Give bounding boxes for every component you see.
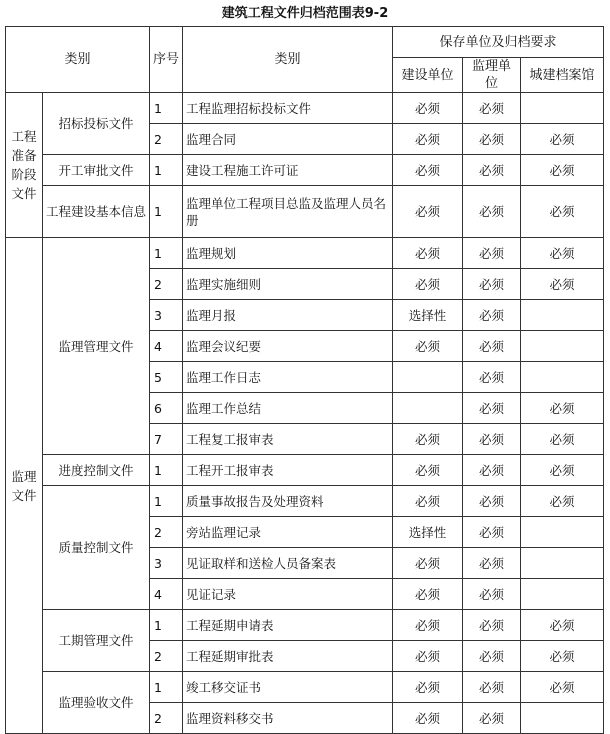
cell-jianshe: 必须 [393, 186, 463, 238]
cell-chengjian: 必须 [521, 269, 604, 300]
cell-jianli: 必须 [463, 703, 521, 734]
cell-number: 2 [150, 269, 183, 300]
header-col-jianli: 监理单位 [463, 58, 521, 93]
cell-jianshe: 必须 [393, 331, 463, 362]
cell-item: 竣工移交证书 [183, 672, 393, 703]
table-row [6, 238, 604, 269]
cell-item: 见证取样和送检人员备案表 [183, 548, 393, 579]
cell-number: 6 [150, 393, 183, 424]
cell-jianli: 必须 [463, 362, 521, 393]
cell-chengjian [521, 300, 604, 331]
header-subcategory: 类别 [183, 27, 393, 93]
cell-chengjian: 必须 [521, 155, 604, 186]
cell-number: 4 [150, 331, 183, 362]
cell-jianshe: 必须 [393, 548, 463, 579]
cell-number: 1 [150, 238, 183, 269]
cell-item: 监理资料移交书 [183, 703, 393, 734]
cell-jianshe: 必须 [393, 610, 463, 641]
header-row-1 [6, 27, 604, 58]
group-label: 监理管理文件 [43, 238, 150, 455]
cell-jianli: 必须 [463, 93, 521, 124]
cell-number: 7 [150, 424, 183, 455]
cell-item: 监理月报 [183, 300, 393, 331]
cell-jianli: 必须 [463, 672, 521, 703]
cell-number: 1 [150, 186, 183, 238]
cell-jianshe: 必须 [393, 641, 463, 672]
group-label: 质量控制文件 [43, 486, 150, 610]
page-title: 建筑工程文件归档范围表9-2 [221, 6, 389, 21]
cell-item: 见证记录 [183, 579, 393, 610]
cell-jianli: 必须 [463, 641, 521, 672]
cell-chengjian: 必须 [521, 424, 604, 455]
cell-number: 4 [150, 579, 183, 610]
cell-chengjian [521, 362, 604, 393]
group-label: 工程建设基本信息 [43, 186, 150, 238]
cell-item: 监理会议纪要 [183, 331, 393, 362]
header-col-chengjian: 城建档案馆 [521, 58, 604, 93]
group-label: 监理验收文件 [43, 672, 150, 734]
cell-number: 5 [150, 362, 183, 393]
cell-number: 1 [150, 93, 183, 124]
cell-jianshe: 必须 [393, 124, 463, 155]
table-row [6, 610, 604, 641]
cell-chengjian [521, 331, 604, 362]
cell-chengjian: 必须 [521, 186, 604, 238]
cell-jianshe: 必须 [393, 238, 463, 269]
cell-jianshe: 必须 [393, 486, 463, 517]
table-row [6, 455, 604, 486]
cell-jianshe: 必须 [393, 155, 463, 186]
cell-chengjian [521, 517, 604, 548]
cell-number: 1 [150, 610, 183, 641]
cell-item: 旁站监理记录 [183, 517, 393, 548]
archive-scope-table [5, 26, 604, 734]
cell-item: 质量事故报告及处理资料 [183, 486, 393, 517]
cell-item: 监理工作总结 [183, 393, 393, 424]
header-col-jianshe: 建设单位 [393, 58, 463, 93]
group-label: 进度控制文件 [43, 455, 150, 486]
cell-number: 2 [150, 641, 183, 672]
cell-chengjian: 必须 [521, 641, 604, 672]
cell-chengjian: 必须 [521, 124, 604, 155]
header-number: 序号 [150, 27, 183, 93]
cell-number: 2 [150, 124, 183, 155]
cell-item: 工程延期申请表 [183, 610, 393, 641]
cell-jianshe: 必须 [393, 269, 463, 300]
cell-jianli: 必须 [463, 155, 521, 186]
cell-jianshe: 必须 [393, 455, 463, 486]
group-label: 工期管理文件 [43, 610, 150, 672]
cell-jianli: 必须 [463, 486, 521, 517]
cell-jianshe [393, 393, 463, 424]
cell-number: 1 [150, 672, 183, 703]
section-label [6, 93, 43, 238]
table-row [6, 186, 604, 238]
cell-number: 3 [150, 548, 183, 579]
cell-chengjian: 必须 [521, 610, 604, 641]
cell-number: 2 [150, 703, 183, 734]
cell-jianli: 必须 [463, 186, 521, 238]
header-category: 类别 [6, 27, 150, 93]
cell-chengjian [521, 579, 604, 610]
cell-jianshe: 必须 [393, 672, 463, 703]
cell-item: 工程开工报审表 [183, 455, 393, 486]
cell-jianli: 必须 [463, 269, 521, 300]
cell-chengjian [521, 548, 604, 579]
cell-number: 1 [150, 155, 183, 186]
cell-item: 建设工程施工许可证 [183, 155, 393, 186]
section-label-text: 工程准备阶段文件 [11, 129, 37, 201]
cell-item: 工程复工报审表 [183, 424, 393, 455]
cell-jianshe [393, 362, 463, 393]
header-requirement-group: 保存单位及归档要求 [393, 27, 604, 58]
section-label-text: 监理文件 [11, 468, 37, 503]
cell-jianshe: 必须 [393, 424, 463, 455]
cell-jianshe: 选择性 [393, 517, 463, 548]
cell-chengjian [521, 93, 604, 124]
table-row [6, 155, 604, 186]
cell-jianli: 必须 [463, 393, 521, 424]
cell-item: 监理合同 [183, 124, 393, 155]
table-row [6, 93, 604, 124]
table-row [6, 672, 604, 703]
section-label [6, 238, 43, 734]
cell-number: 1 [150, 455, 183, 486]
cell-chengjian: 必须 [521, 672, 604, 703]
cell-jianli: 必须 [463, 455, 521, 486]
cell-item: 监理规划 [183, 238, 393, 269]
cell-item: 监理单位工程项目总监及监理人员名册 [183, 186, 393, 238]
group-label: 开工审批文件 [43, 155, 150, 186]
cell-item: 工程监理招标投标文件 [183, 93, 393, 124]
group-label: 招标投标文件 [43, 93, 150, 155]
table-body [6, 93, 604, 734]
cell-jianli: 必须 [463, 579, 521, 610]
cell-item: 监理工作日志 [183, 362, 393, 393]
cell-jianli: 必须 [463, 424, 521, 455]
cell-jianshe: 必须 [393, 93, 463, 124]
cell-chengjian: 必须 [521, 238, 604, 269]
table-row [6, 486, 604, 517]
cell-jianshe: 必须 [393, 703, 463, 734]
cell-item: 监理实施细则 [183, 269, 393, 300]
cell-jianli: 必须 [463, 610, 521, 641]
cell-jianli: 必须 [463, 300, 521, 331]
cell-jianshe: 必须 [393, 579, 463, 610]
cell-jianli: 必须 [463, 331, 521, 362]
cell-item: 工程延期审批表 [183, 641, 393, 672]
cell-number: 2 [150, 517, 183, 548]
cell-jianli: 必须 [463, 517, 521, 548]
cell-number: 3 [150, 300, 183, 331]
cell-jianli: 必须 [463, 124, 521, 155]
cell-number: 1 [150, 486, 183, 517]
cell-jianli: 必须 [463, 238, 521, 269]
cell-chengjian: 必须 [521, 486, 604, 517]
cell-chengjian: 必须 [521, 393, 604, 424]
cell-chengjian: 必须 [521, 455, 604, 486]
cell-jianshe: 选择性 [393, 300, 463, 331]
cell-jianli: 必须 [463, 548, 521, 579]
cell-chengjian [521, 703, 604, 734]
